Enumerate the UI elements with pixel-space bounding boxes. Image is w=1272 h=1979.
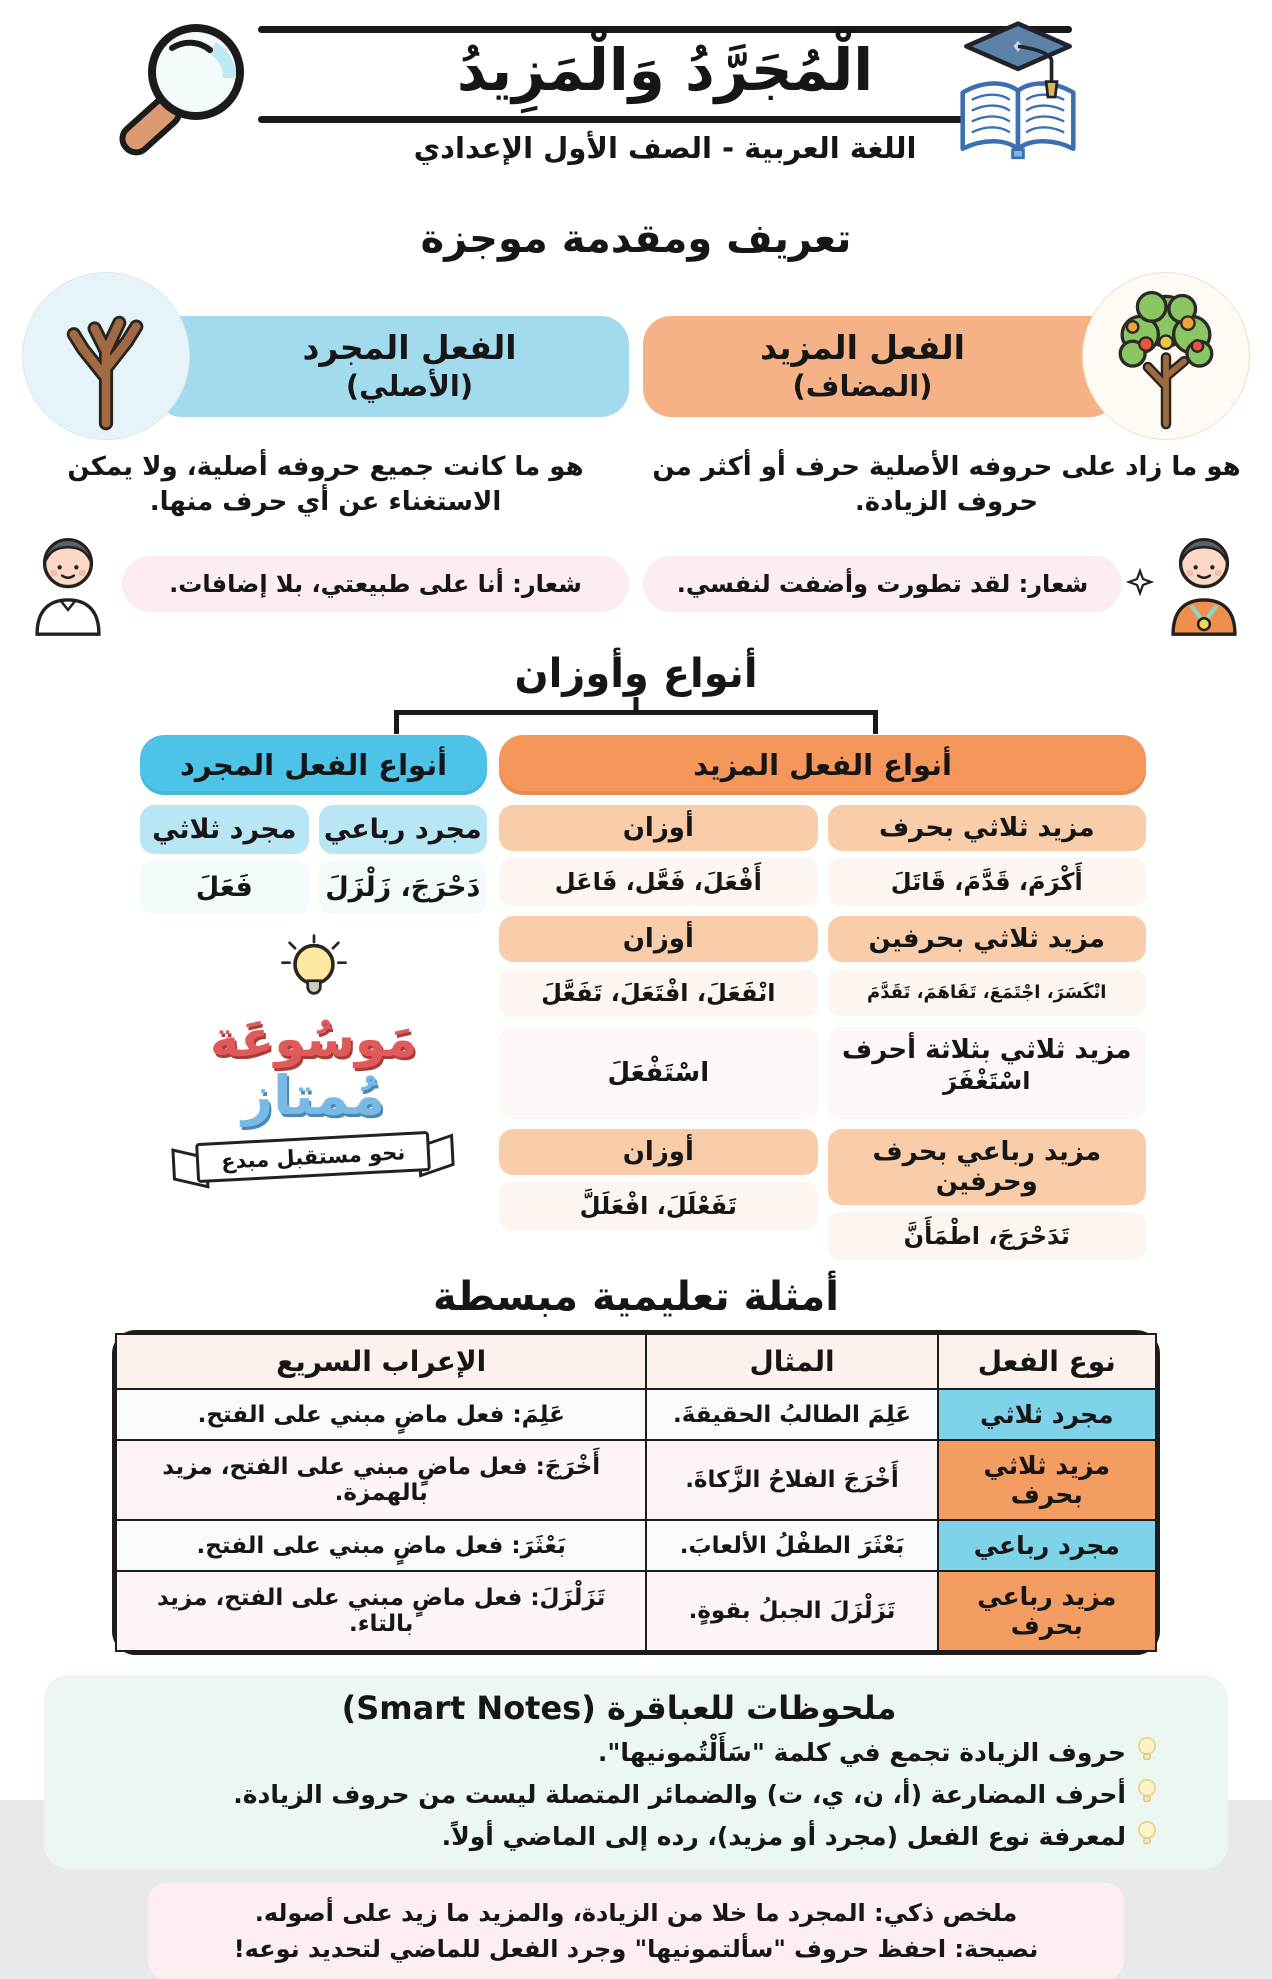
logo-mumtaz [140,932,487,1177]
note-item [80,1820,1158,1853]
cell-type: مجرد ثلاثي [938,1389,1156,1440]
logo-ribbon: نحو مستقبل مبدع [196,1131,432,1183]
awzan-value: اسْتَفْعَلَ [499,1027,817,1119]
mazeed-examples: أَكْرَمَ، قَدَّمَ، قَاتَلَ [828,858,1146,906]
cell-i3rab: تَزَلْزَلَ: فعل ماضٍ مبني على الفتح، مزيد بالتاء. [116,1571,646,1651]
col-header-type: نوع الفعل [938,1334,1156,1389]
tree-connector [0,697,1272,735]
card-mujarrad [22,272,629,639]
cell-type: مزيد ثلاثي بحرف [938,1440,1156,1520]
mazeed-header [643,316,1118,417]
awzan-cell [499,1129,817,1260]
cell-example: عَلِمَ الطالبُ الحقيقةَ. [646,1389,937,1440]
examples-table [112,1330,1160,1655]
type-col-rubai [319,805,488,914]
bulb-icon [1136,1820,1158,1853]
mazeed-row-4 [499,1129,1146,1260]
mazeed-body: هو ما زاد على حروفه الأصلية حرف أو أكثر من حروف الزيادة. [652,452,1241,518]
definition-cards [0,272,1272,639]
cell-example: تَزَلْزَلَ الجبلُ بقوةٍ. [646,1571,937,1651]
cell-example: أَخْرَجَ الفلاحُ الزَّكاةَ. [646,1440,937,1520]
mazeed-subtitle: (المضاف) [792,369,933,403]
cell-type: مزيد رباعي بحرف [938,1571,1156,1651]
mazeed-examples: تَدَحْرَجَ، اطْمَأَنَّ [828,1212,1146,1260]
table-row [116,1389,1156,1440]
bare-tree-icon [22,272,190,440]
table-row [116,1440,1156,1520]
cell-i3rab: أَخْرَجَ: فعل ماضٍ مبني على الفتح، مزيد بالهمزة. [116,1440,646,1520]
section-definitions [0,216,1272,639]
mujarrad-header [154,316,629,417]
type-cell [828,805,1146,906]
definitions-title: تعريف ومقدمة موجزة [420,216,852,262]
cell-type: مجرد رباعي [938,1520,1156,1571]
card-mazeed [643,272,1250,639]
col-header-example: المثال [646,1334,937,1389]
col-header-i3rab: الإعراب السريع [116,1334,646,1389]
type-col-thulathi [140,805,309,914]
type-cell [828,1129,1146,1260]
cell-i3rab: عَلِمَ: فعل ماضٍ مبني على الفتح. [116,1389,646,1440]
table-header-row [116,1334,1156,1389]
fruit-tree-icon [1082,272,1250,440]
mazeed-type-label: مزيد ثلاثي بحرفين [828,916,1146,962]
mazeed-examples: انْكَسَرَ، اجْتَمَعَ، تَفَاهَمَ، تَقَدَّمَ [828,969,1146,1016]
awzan-label: أوزان [499,1129,817,1175]
footer-card [148,1883,1124,1979]
page-subtitle: اللغة العربية - الصف الأول الإعدادي [413,130,917,165]
table-row [116,1520,1156,1571]
boy-orange-icon [1158,528,1250,639]
mazeed-type-label: مزيد ثلاثي بثلاثة أحرف [842,1035,1132,1066]
cell-i3rab: بَعْثَرَ: فعل ماضٍ مبني على الفتح. [116,1520,646,1571]
mazeed-type-label: مزيد ثلاثي بحرف [828,805,1146,851]
type-col-value: فَعَلَ [140,861,309,914]
mazeed-types-header: أنواع الفعل المزيد [499,735,1146,795]
awzan-label: أوزان [499,916,817,962]
note-text: لمعرفة نوع الفعل (مجرد أو مزيد)، رده إلى الماضي أولاً. [441,1822,1126,1852]
mazeed-type-label: مزيد رباعي بحرف وحرفين [828,1129,1146,1205]
type-cell [828,1027,1146,1119]
boy-plain-icon [22,528,114,639]
note-item [80,1736,1158,1769]
type-col-value: دَحْرَجَ، زَلْزَلَ [319,861,488,914]
mujarrad-slogan: شعار: أنا على طبيعتي، بلا إضافات. [122,556,629,612]
notes-title: ملحوظات للعباقرة (Smart Notes) [341,1689,897,1728]
magnifier-icon [104,18,254,172]
page-title: الْمُجَرَّدُ وَالْمَزِيدُ [456,36,874,104]
examples-title: أمثلة تعليمية مبسطة [433,1274,839,1321]
header [0,0,1272,206]
mazeed-row-2 [499,916,1146,1017]
book-graduation-icon [950,16,1086,164]
awzan-value: تَفَعْلَلَ، افْعَلَلَّ [499,1182,817,1230]
awzan-value: أَفْعَلَ، فَعَّل، فَاعَل [499,858,817,906]
types-title: أنواع وأوزان [514,651,758,698]
mujarrad-title: الفعل المجرد [302,328,517,367]
cell-example: بَعْثَرَ الطفْلُ الألعابَ. [646,1520,937,1571]
note-text: أحرف المضارعة (أ، ن، ي، ت) والضمائر المتصلة ليست من حروف الزيادة. [233,1780,1126,1810]
mazeed-row-3 [499,1027,1146,1119]
table-row [116,1571,1156,1651]
note-item [80,1778,1158,1811]
type-col-label: مجرد ثلاثي [140,805,309,854]
awzan-cell [499,805,817,906]
section-notes [44,1675,1228,1869]
type-col-label: مجرد رباعي [319,805,488,854]
mazeed-examples: اسْتَغْفَرَ [943,1067,1031,1096]
mujarrad-body: هو ما كانت جميع حروفه أصلية، ولا يمكن الاستغناء عن أي حرف منها. [67,452,584,518]
bulb-icon [1136,1778,1158,1811]
mazeed-title: الفعل المزيد [760,328,965,367]
sparkle-icon [1128,570,1152,598]
bulb-icon [1136,1736,1158,1769]
mazeed-types-panel [499,735,1146,1260]
footer-tip: نصيحة: احفظ حروف "سألتمونيها" وجرد الفعل للماضي لتحديد نوعه! [233,1935,1039,1964]
mujarrad-types-panel [140,735,487,1177]
section-examples [0,1274,1272,1655]
note-text: حروف الزيادة تجمع في كلمة "سَأَلْتُمونيها". [597,1738,1126,1768]
logo-line2: مُمتاز [242,1064,386,1128]
lightbulb-icon [140,932,487,1010]
type-cell [828,916,1146,1017]
awzan-label: أوزان [499,805,817,851]
footer-summary: ملخص ذكي: المجرد ما خلا من الزيادة، والمزيد ما زيد على أصوله. [254,1899,1018,1928]
mazeed-slogan: شعار: لقد تطورت وأضفت لنفسي. [643,556,1122,612]
mujarrad-subtitle: (الأصلي) [345,369,474,403]
mujarrad-types-header: أنواع الفعل المجرد [140,735,487,795]
awzan-value: انْفَعَلَ، افْتَعَلَ، تَفَعَّلَ [499,969,817,1017]
section-types [0,651,1272,1260]
mazeed-row-1 [499,805,1146,906]
logo-line1: مَوسُوعَة [209,1010,418,1069]
awzan-cell [499,916,817,1017]
